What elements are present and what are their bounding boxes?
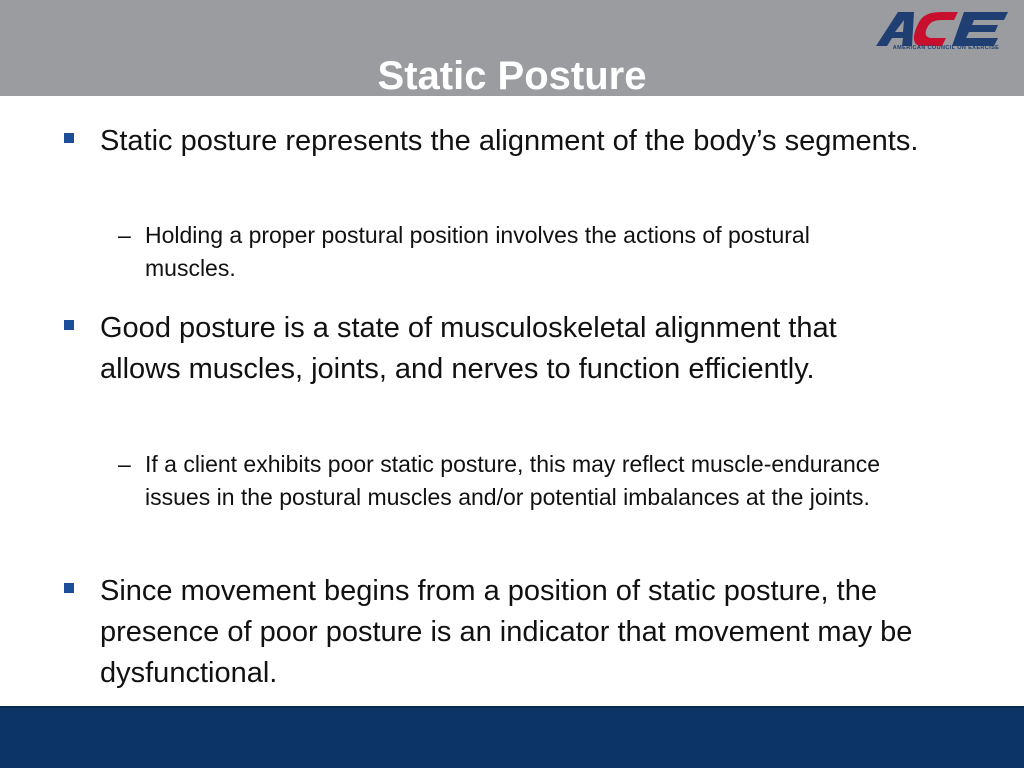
bullet-2-text: Good posture is a state of musculoskeletal alignment that allows muscles, joints, and nerves to function efficiently. — [100, 312, 837, 385]
bullet-square-icon — [64, 583, 74, 593]
ace-logo — [872, 6, 1020, 60]
bullet-1-subtext: Holding a proper postural position involves the actions of postural muscles. — [145, 222, 810, 281]
dash-icon: – — [118, 451, 131, 477]
bullet-1-text: Static posture represents the alignment of the body’s segments. — [100, 125, 919, 157]
bullet-3-text: Since movement begins from a position of static posture, the presence of poor posture is an indicator that movement may be dysfunctional. — [100, 575, 913, 689]
bullet-square-icon — [64, 133, 74, 143]
dash-icon: – — [118, 222, 131, 248]
bullet-square-icon — [64, 320, 74, 330]
logo-tagline: AMERICAN COUNCIL ON EXERCISE — [892, 45, 1000, 51]
bullet-2-subtext: If a client exhibits poor static posture, this may reflect muscle-endurance issues in the postural muscles and/or potential imbalances at the joints. — [145, 451, 881, 510]
footer-bar — [0, 708, 1024, 768]
slide-title: Static Posture — [377, 54, 647, 98]
